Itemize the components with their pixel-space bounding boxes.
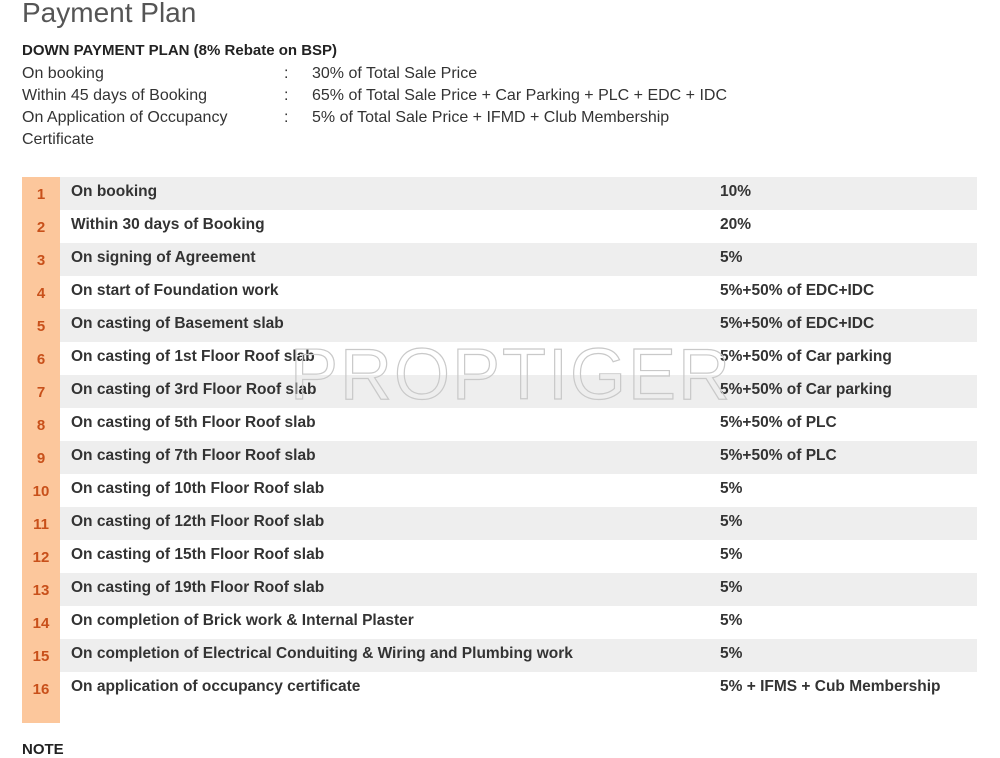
schedule-row (22, 276, 977, 309)
down-payment-row (22, 85, 812, 107)
separator: : (284, 65, 289, 82)
page-title: Payment Plan (22, 0, 197, 28)
construction-linked-schedule (22, 177, 977, 723)
row-number: 5 (22, 309, 60, 342)
row-number: 14 (22, 606, 60, 639)
schedule-amount: 5% (720, 639, 977, 672)
schedule-amount: 5% (720, 540, 977, 573)
schedule-stage: On application of occupancy certificate (60, 672, 720, 723)
schedule-amount: 5% (720, 606, 977, 639)
down-payment-amount: 30% of Total Sale Price (312, 65, 478, 82)
schedule-amount: 5%+50% of EDC+IDC (720, 276, 977, 309)
schedule-row (22, 177, 977, 210)
schedule-amount: 5% (720, 507, 977, 540)
row-number: 1 (22, 177, 60, 210)
down-payment-stage: Within 45 days of Booking (22, 87, 207, 104)
schedule-stage: On casting of 7th Floor Roof slab (60, 441, 720, 474)
schedule-amount: 5% (720, 474, 977, 507)
schedule-stage: On casting of 3rd Floor Roof slab (60, 375, 720, 408)
down-payment-row (22, 63, 812, 85)
down-payment-table (22, 63, 812, 151)
down-payment-amount: 5% of Total Sale Price + IFMD + Club Membership (312, 109, 670, 126)
schedule-row (22, 507, 977, 540)
schedule-amount: 5%+50% of PLC (720, 408, 977, 441)
schedule-row (22, 375, 977, 408)
schedule-row (22, 309, 977, 342)
schedule-row (22, 210, 977, 243)
schedule-amount: 20% (720, 210, 977, 243)
row-number: 10 (22, 474, 60, 507)
schedule-stage: Within 30 days of Booking (60, 210, 720, 243)
schedule-stage: On completion of Electrical Conduiting & Wiring and Plumbing work (60, 639, 720, 672)
down-payment-heading: DOWN PAYMENT PLAN (8% Rebate on BSP) (22, 42, 338, 59)
row-number: 6 (22, 342, 60, 375)
schedule-stage: On start of Foundation work (60, 276, 720, 309)
down-payment-stage: On booking (22, 65, 104, 82)
schedule-row (22, 639, 977, 672)
row-number: 2 (22, 210, 60, 243)
schedule-row (22, 606, 977, 639)
schedule-row (22, 342, 977, 375)
row-number: 15 (22, 639, 60, 672)
down-payment-stage: On Application of Occupancy Certificate (22, 109, 228, 148)
schedule-stage: On casting of 1st Floor Roof slab (60, 342, 720, 375)
down-payment-amount: 65% of Total Sale Price + Car Parking + PLC + EDC + IDC (312, 87, 728, 104)
schedule-amount: 5%+50% of PLC (720, 441, 977, 474)
schedule-stage: On casting of 15th Floor Roof slab (60, 540, 720, 573)
schedule-stage: On booking (60, 177, 720, 210)
schedule-amount: 5%+50% of Car parking (720, 342, 977, 375)
schedule-stage: On casting of 12th Floor Roof slab (60, 507, 720, 540)
schedule-row (22, 441, 977, 474)
down-payment-row (22, 107, 812, 151)
schedule-amount: 5% (720, 243, 977, 276)
schedule-stage: On signing of Agreement (60, 243, 720, 276)
schedule-row (22, 474, 977, 507)
schedule-amount: 10% (720, 177, 977, 210)
schedule-row (22, 672, 977, 723)
schedule-row (22, 540, 977, 573)
schedule-stage: On casting of 10th Floor Roof slab (60, 474, 720, 507)
row-number: 12 (22, 540, 60, 573)
schedule-amount: 5%+50% of EDC+IDC (720, 309, 977, 342)
separator: : (284, 109, 289, 126)
schedule-amount: 5% (720, 573, 977, 606)
row-number: 9 (22, 441, 60, 474)
schedule-stage: On casting of Basement slab (60, 309, 720, 342)
row-number: 11 (22, 507, 60, 540)
schedule-stage: On casting of 19th Floor Roof slab (60, 573, 720, 606)
row-number: 16 (22, 672, 60, 723)
schedule-row (22, 243, 977, 276)
separator: : (284, 87, 289, 104)
schedule-stage: On completion of Brick work & Internal Plaster (60, 606, 720, 639)
row-number: 3 (22, 243, 60, 276)
schedule-amount: 5%+50% of Car parking (720, 375, 977, 408)
schedule-amount: 5% + IFMS + Cub Membership (720, 672, 977, 723)
schedule-row (22, 408, 977, 441)
row-number: 7 (22, 375, 60, 408)
row-number: 8 (22, 408, 60, 441)
note-heading: NOTE (22, 741, 64, 758)
schedule-row (22, 573, 977, 606)
row-number: 4 (22, 276, 60, 309)
row-number: 13 (22, 573, 60, 606)
schedule-stage: On casting of 5th Floor Roof slab (60, 408, 720, 441)
